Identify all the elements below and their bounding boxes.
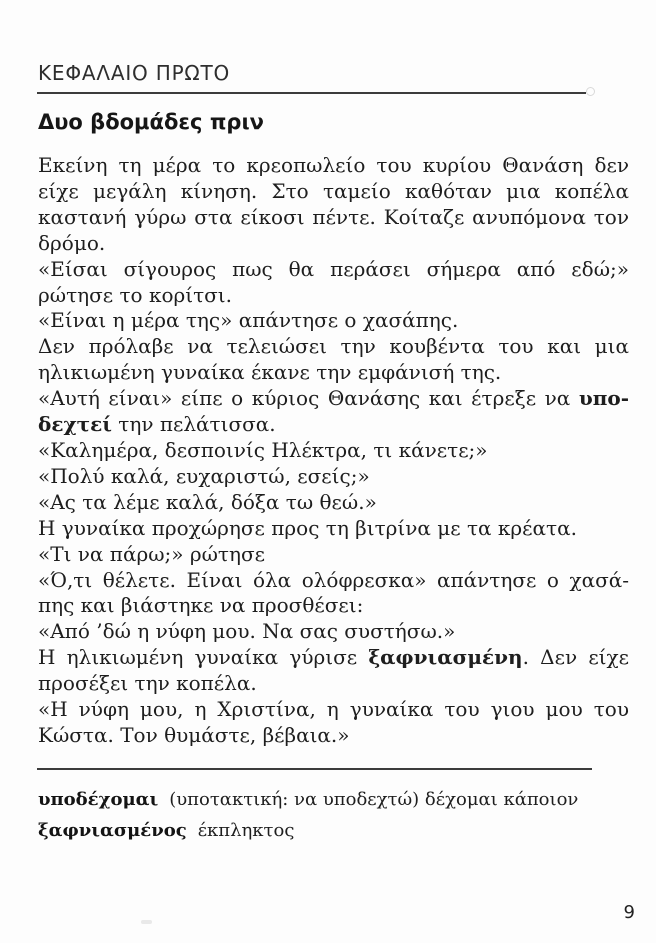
story-line: [38, 619, 629, 645]
story-segment: «Ό,τι θέλετε. Είναι όλα ολόφρεσκα» απάντησε ο χασά-: [38, 567, 629, 592]
story-line: [38, 257, 629, 283]
story-segment: καστανή γύρω στα είκοσι πέντε. Κοίταζε ανυπόμονα τον: [38, 204, 629, 229]
story-segment: «Είναι η μέρα της» απάντησε ο χασάπης.: [38, 308, 459, 333]
story-segment: πης και βιάστηκε να προσθέσει:: [38, 593, 364, 618]
story-segment: Η ηλικιωμένη γυναίκα γύρισε: [38, 645, 369, 670]
section-title: Δυο βδομάδες πριν: [38, 110, 264, 134]
story-line: [38, 283, 629, 309]
story-segment: ρώτησε το κορίτσι.: [38, 282, 233, 307]
story-line: [38, 412, 629, 438]
story-segment: Εκείνη τη μέρα το κρεοπωλείο του κυρίου Θανάση δεν: [38, 153, 629, 177]
footnote-term: υποδέχομαι: [38, 789, 159, 810]
vocabulary-word: ξαφνιασμένη: [368, 645, 523, 670]
footnote: [38, 784, 629, 815]
story-line: [38, 231, 629, 257]
story-line: [38, 386, 629, 412]
story-line: [38, 671, 629, 697]
header-divider: [37, 92, 586, 94]
story-line: [38, 360, 629, 386]
story-segment: Η γυναίκα προχώρησε προς τη βιτρίνα με τα κρέατα.: [38, 515, 577, 540]
story-segment: «Πολύ καλά, ευχαριστώ, εσείς;»: [38, 463, 370, 488]
story-line: [38, 464, 629, 490]
story-line: [38, 723, 629, 749]
footnote-definition: (υποτακτική: να υποδεχτώ) δέχομαι κάποιον: [169, 789, 579, 810]
story-segment: Δεν πρόλαβε να τελειώσει την κουβέντα του και μια: [38, 334, 629, 359]
story-line: [38, 697, 629, 723]
footnote: [38, 815, 629, 846]
story-line: [38, 153, 629, 179]
story-segment: «Είσαι σίγουρος πως θα περάσει σήμερα από εδώ;»: [38, 256, 629, 281]
vocabulary-word: υπο-: [578, 386, 629, 411]
story-segment: Κώστα. Τον θυμάστε, βέβαια.»: [38, 722, 350, 747]
story-segment: «Αυτή είναι» είπε ο κύριος Θανάσης και έτρεξε να: [38, 386, 579, 411]
scan-artifact-ring: [586, 87, 595, 96]
story-segment: την πελάτισσα.: [111, 412, 276, 437]
footnote-definition: έκπληκτος: [197, 820, 295, 841]
page-number: 9: [623, 902, 635, 923]
story-line: [38, 645, 629, 671]
footnotes: [38, 784, 629, 846]
chapter-header: ΚΕΦΑΛΑΙΟ ΠΡΩΤΟ: [38, 61, 231, 85]
story-segment: . Δεν είχε: [522, 645, 629, 670]
story-line: [38, 438, 629, 464]
story-segment: είχε μεγάλη κίνηση. Στο ταμείο καθόταν μια κοπέλα: [38, 178, 629, 203]
story-segment: «Η νύφη μου, η Χριστίνα, η γυναίκα του γιου μου του: [38, 697, 629, 722]
story-line: [38, 568, 629, 594]
story-line: [38, 593, 629, 619]
vocabulary-word: δεχτεί: [38, 412, 112, 437]
story-text: [38, 153, 629, 749]
footnote-divider: [37, 768, 592, 770]
story-segment: ηλικιωμένη γυναίκα έκανε την εμφάνισή της.: [38, 360, 502, 385]
story-segment: δρόμο.: [38, 230, 106, 255]
story-segment: «Καλημέρα, δεσποινίς Ηλέκτρα, τι κάνετε;»: [38, 437, 488, 462]
story-segment: προσέξει την κοπέλα.: [38, 671, 257, 696]
story-line: [38, 308, 629, 334]
story-line: [38, 490, 629, 516]
scan-artifact-smudge: [141, 920, 152, 924]
story-segment: «Από ’δώ η νύφη μου. Να σας συστήσω.»: [38, 619, 456, 644]
story-line: [38, 516, 629, 542]
story-line: [38, 542, 629, 568]
story-line: [38, 205, 629, 231]
story-line: [38, 334, 629, 360]
story-line: [38, 179, 629, 205]
story-segment: «Ας τα λέμε καλά, δόξα τω θεώ.»: [38, 489, 377, 514]
story-segment: «Τι να πάρω;» ρώτησε: [38, 541, 265, 566]
footnote-term: ξαφνιασμένος: [38, 820, 187, 841]
